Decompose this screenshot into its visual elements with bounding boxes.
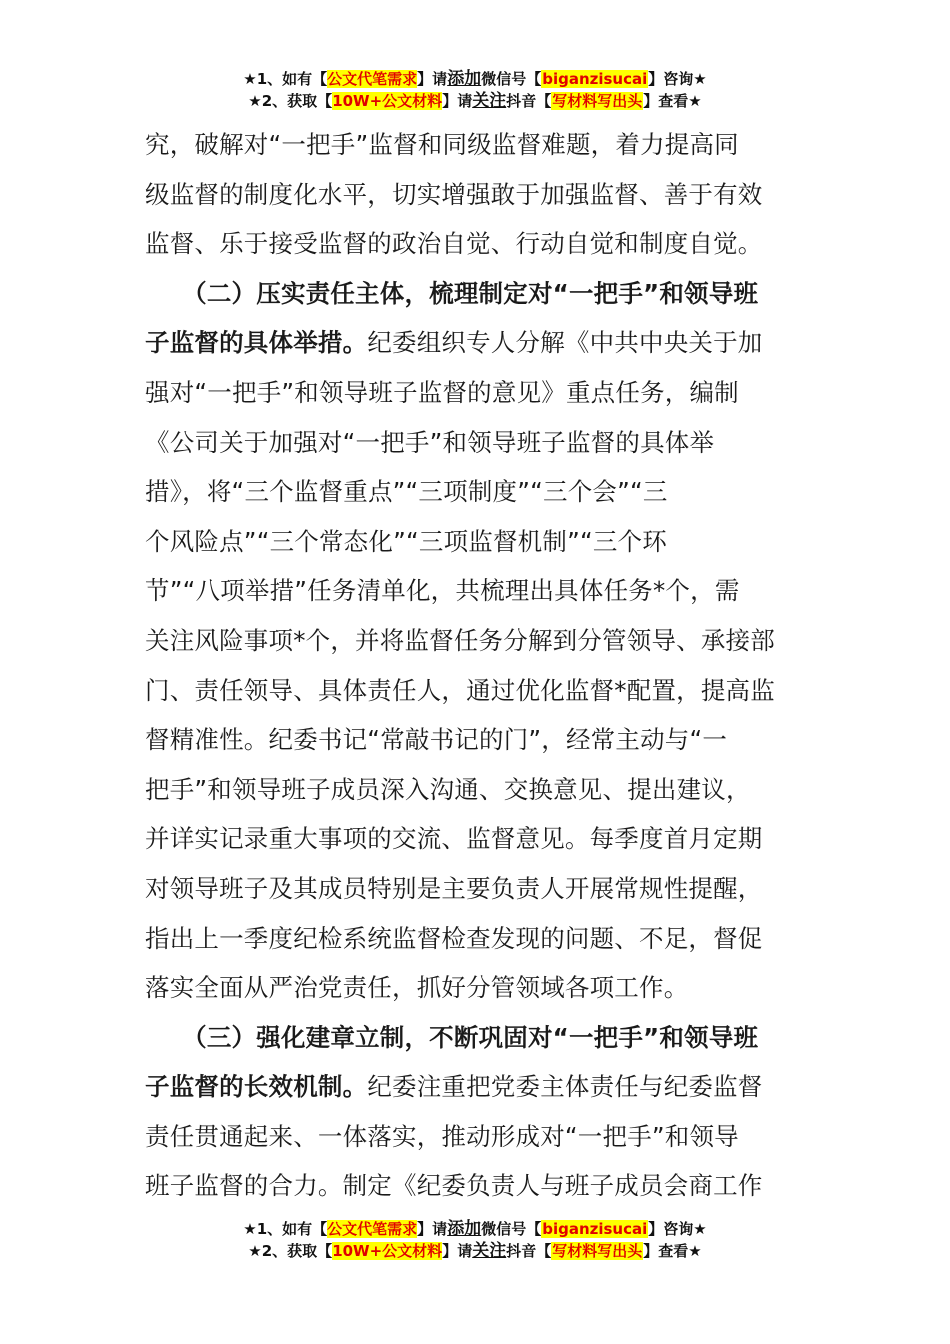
header-banner bbox=[0, 68, 950, 112]
highlight-text: 公文代笔需求 bbox=[327, 70, 418, 88]
banner-text: 】请 bbox=[442, 1242, 473, 1260]
banner-text: 】请 bbox=[417, 1220, 448, 1238]
text-line bbox=[145, 1062, 800, 1112]
banner-underlined-text: 添加 bbox=[447, 69, 482, 89]
body-text: 对领导班子及其成员特别是主要负责人开展常规性提醒， bbox=[145, 873, 763, 903]
body-text: 个风险点”“三个常态化”“三项监督机制”“三个环 bbox=[145, 526, 667, 556]
text-line bbox=[145, 715, 800, 765]
banner-text: 】咨询★ bbox=[648, 1220, 707, 1238]
banner-text: 2、获取【 bbox=[261, 92, 333, 110]
banner-text: 】请 bbox=[417, 70, 448, 88]
text-line bbox=[145, 765, 800, 815]
banner-text: 抖音【 bbox=[506, 1242, 552, 1260]
body-text: 指出上一季度纪检系统监督检查发现的问题、不足，督促 bbox=[145, 923, 763, 953]
body-text: 把手”和领导班子成员深入沟通、交换意见、提出建议， bbox=[145, 774, 751, 804]
banner-text: 】查看★ bbox=[643, 1242, 702, 1260]
banner-line-2 bbox=[0, 1240, 950, 1262]
body-text: 督精准性。纪委书记“常敲书记的门”，经常主动与“一 bbox=[145, 725, 728, 755]
banner-text: 2、获取【 bbox=[261, 1242, 333, 1260]
wechat-id: biganzisucai bbox=[542, 1220, 648, 1238]
banner-text: 1、如有【 bbox=[256, 1220, 328, 1238]
text-line bbox=[145, 318, 800, 368]
text-line bbox=[145, 170, 800, 220]
body-text: 关注风险事项*个，并将监督任务分解到分管领导、承接部 bbox=[145, 625, 775, 655]
star-icon: ★ bbox=[248, 1242, 262, 1260]
banner-underlined-text: 添加 bbox=[447, 1219, 482, 1239]
bold-heading-text: 子监督的长效机制。 bbox=[145, 1072, 368, 1102]
body-text: 措》，将“三个监督重点”“三项制度”“三个会”“三 bbox=[145, 477, 668, 507]
text-line bbox=[145, 269, 800, 319]
banner-text: 】咨询★ bbox=[648, 70, 707, 88]
text-line bbox=[145, 219, 800, 269]
highlight-text: 公文代笔需求 bbox=[327, 1220, 418, 1238]
body-text: 纪委组织专人分解《中共中央关于加 bbox=[367, 328, 763, 358]
body-text: 究，破解对“一把手”监督和同级监督难题，着力提高同 bbox=[145, 130, 739, 159]
text-line bbox=[145, 864, 800, 914]
body-text: 责任贯通起来、一体落实，推动形成对“一把手”和领导 bbox=[145, 1121, 739, 1151]
star-icon: ★ bbox=[248, 92, 262, 110]
bold-heading-text: （三）强化建章立制，不断巩固对“一把手”和领导班 bbox=[145, 1022, 759, 1052]
banner-text: 微信号【 bbox=[481, 1220, 542, 1238]
banner-text: 抖音【 bbox=[506, 92, 552, 110]
document-body bbox=[145, 120, 800, 1211]
star-icon: ★ bbox=[243, 1220, 257, 1238]
body-text: 落实全面从严治党责任，抓好分管领域各项工作。 bbox=[145, 973, 689, 1003]
body-text: 纪委注重把党委主体责任与纪委监督 bbox=[367, 1072, 763, 1102]
text-line bbox=[145, 566, 800, 616]
bold-heading-text: （二）压实责任主体，梳理制定对“一把手”和领导班 bbox=[145, 278, 759, 308]
text-line bbox=[145, 914, 800, 964]
wechat-id: biganzisucai bbox=[542, 70, 648, 88]
text-line bbox=[145, 418, 800, 468]
body-text: 节”“八项举措”任务清单化，共梳理出具体任务*个，需 bbox=[145, 576, 740, 606]
banner-line-2 bbox=[0, 90, 950, 112]
text-line bbox=[145, 963, 800, 1013]
body-text: 门、责任领导、具体责任人，通过优化监督*配置，提高监 bbox=[145, 675, 775, 705]
text-line bbox=[145, 368, 800, 418]
body-text: 级监督的制度化水平，切实增强敢于加强监督、善于有效 bbox=[145, 179, 763, 209]
banner-text: 】请 bbox=[442, 92, 473, 110]
douyin-id: 写材料写出头 bbox=[552, 92, 643, 110]
highlight-text: 10W+公文材料 bbox=[332, 1242, 443, 1260]
footer-banner bbox=[0, 1218, 950, 1262]
banner-line-1 bbox=[0, 1218, 950, 1240]
body-text: 并详实记录重大事项的交流、监督意见。每季度首月定期 bbox=[145, 824, 763, 854]
banner-text: 1、如有【 bbox=[256, 70, 328, 88]
body-text: 强对“一把手”和领导班子监督的意见》重点任务，编制 bbox=[145, 377, 739, 407]
banner-underlined-text: 关注 bbox=[472, 1241, 507, 1261]
banner-underlined-text: 关注 bbox=[472, 91, 507, 111]
star-icon: ★ bbox=[243, 70, 257, 88]
text-line bbox=[145, 1013, 800, 1063]
text-line bbox=[145, 467, 800, 517]
banner-text: 微信号【 bbox=[481, 70, 542, 88]
text-line bbox=[145, 1112, 800, 1162]
text-line bbox=[145, 1161, 800, 1211]
text-line bbox=[145, 517, 800, 567]
body-text: 《公司关于加强对“一把手”和领导班子监督的具体举 bbox=[145, 427, 715, 457]
bold-heading-text: 子监督的具体举措。 bbox=[145, 328, 368, 358]
highlight-text: 10W+公文材料 bbox=[332, 92, 443, 110]
douyin-id: 写材料写出头 bbox=[552, 1242, 643, 1260]
body-text: 监督、乐于接受监督的政治自觉、行动自觉和制度自觉。 bbox=[145, 229, 763, 259]
banner-text: 】查看★ bbox=[643, 92, 702, 110]
body-text: 班子监督的合力。制定《纪委负责人与班子成员会商工作 bbox=[145, 1171, 763, 1201]
text-line bbox=[145, 666, 800, 716]
text-line bbox=[145, 120, 800, 170]
banner-line-1 bbox=[0, 68, 950, 90]
text-line bbox=[145, 814, 800, 864]
text-line bbox=[145, 616, 800, 666]
